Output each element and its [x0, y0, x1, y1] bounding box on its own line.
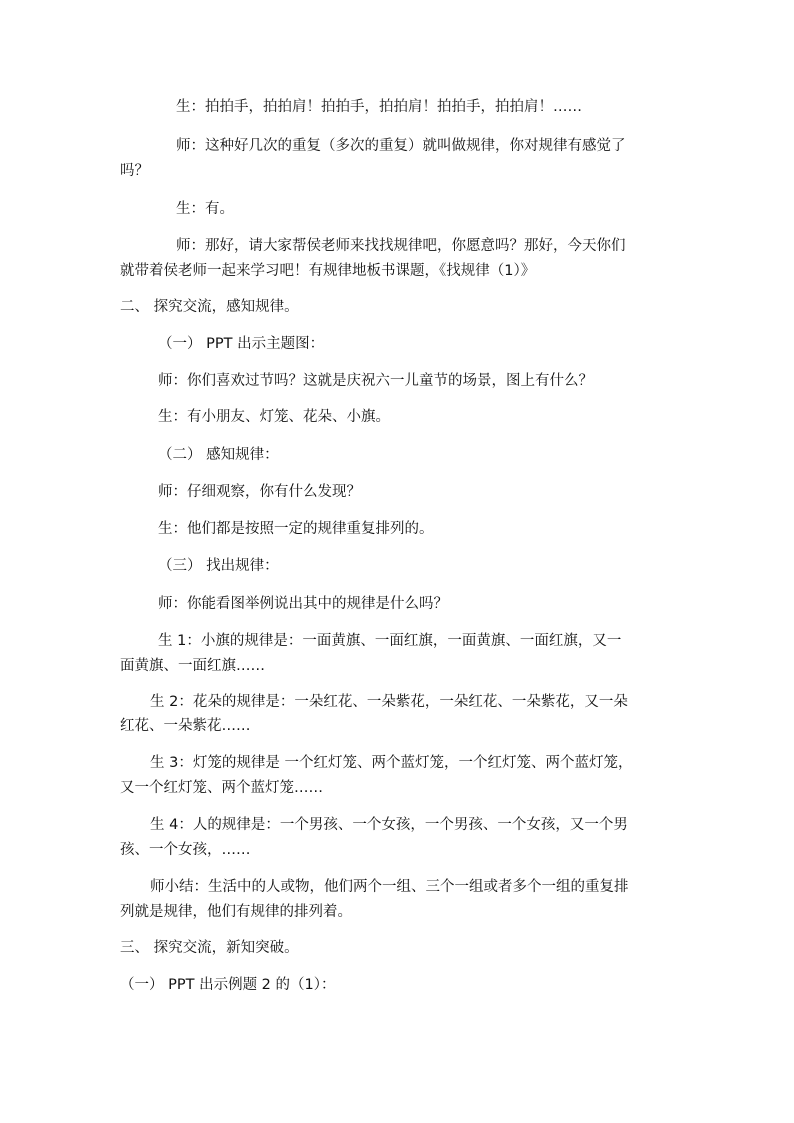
subheading-3-1: （一） PPT 出示例题 2 的（1）：: [120, 977, 336, 993]
dialogue-student3-lanterns: 生 3：灯笼的规律是 一个红灯笼、两个蓝灯笼，一个红灯笼、两个蓝灯笼，: [150, 755, 633, 771]
dialogue-teacher-invite-cont: 就带着侯老师一起来学习吧！有规律地板书课题，《找规律（1）》: [120, 263, 536, 279]
dialogue-student-pattern: 生：他们都是按照一定的规律重复排列的。: [158, 521, 434, 537]
dialogue-student1-flags: 生 1：小旗的规律是：一面黄旗、一面红旗，一面黄旗、一面红旗，又一: [158, 633, 622, 649]
dialogue-student-items: 生：有小朋友、灯笼、花朵、小旗。: [158, 409, 390, 425]
subheading-2: （二） 感知规律：: [158, 447, 279, 463]
teacher-summary-cont: 列就是规律，他们有规律的排列着。: [120, 904, 352, 920]
dialogue-teacher-example: 师：你能看图举例说出其中的规律是什么吗？: [158, 596, 448, 612]
subheading-1: （一） PPT 出示主题图：: [158, 336, 325, 352]
dialogue-teacher-repetition-cont: 吗？: [120, 163, 149, 179]
dialogue-student4-people: 生 4：人的规律是：一个男孩、一个女孩，一个男孩、一个女孩，又一个男: [150, 817, 628, 833]
dialogue-student2-flowers: 生 2：花朵的规律是：一朵红花、一朵紫花，一朵红花、一朵紫花，又一朵: [150, 694, 628, 710]
dialogue-student-clap: 生：拍拍手，拍拍肩！拍拍手，拍拍肩！拍拍手，拍拍肩！……: [176, 99, 582, 115]
dialogue-student3-lanterns-cont: 又一个红灯笼、两个蓝灯笼……: [120, 780, 323, 796]
dialogue-student1-flags-cont: 面黄旗、一面红旗……: [120, 658, 265, 674]
dialogue-student2-flowers-cont: 红花、一朵紫花……: [120, 718, 251, 734]
dialogue-student-yes: 生：有。: [176, 201, 234, 217]
dialogue-teacher-repetition: 师：这种好几次的重复（多次的重复）就叫做规律，你对规律有感觉了: [176, 138, 626, 154]
dialogue-teacher-observe: 师：仔细观察，你有什么发现？: [158, 484, 361, 500]
dialogue-student4-people-cont: 孩、一个女孩，……: [120, 842, 251, 858]
section-heading-3: 三、 探究交流，新知突破。: [120, 940, 299, 956]
dialogue-teacher-invite: 师：那好，请大家帮侯老师来找找规律吧，你愿意吗？那好，今天你们: [176, 238, 626, 254]
teacher-summary: 师小结：生活中的人或物，他们两个一组、三个一组或者多个一组的重复排: [150, 879, 629, 895]
dialogue-teacher-holiday: 师：你们喜欢过节吗？这就是庆祝六一儿童节的场景，图上有什么？: [158, 373, 593, 389]
section-heading-2: 二、 探究交流，感知规律。: [120, 299, 299, 315]
subheading-3: （三） 找出规律：: [158, 558, 279, 574]
